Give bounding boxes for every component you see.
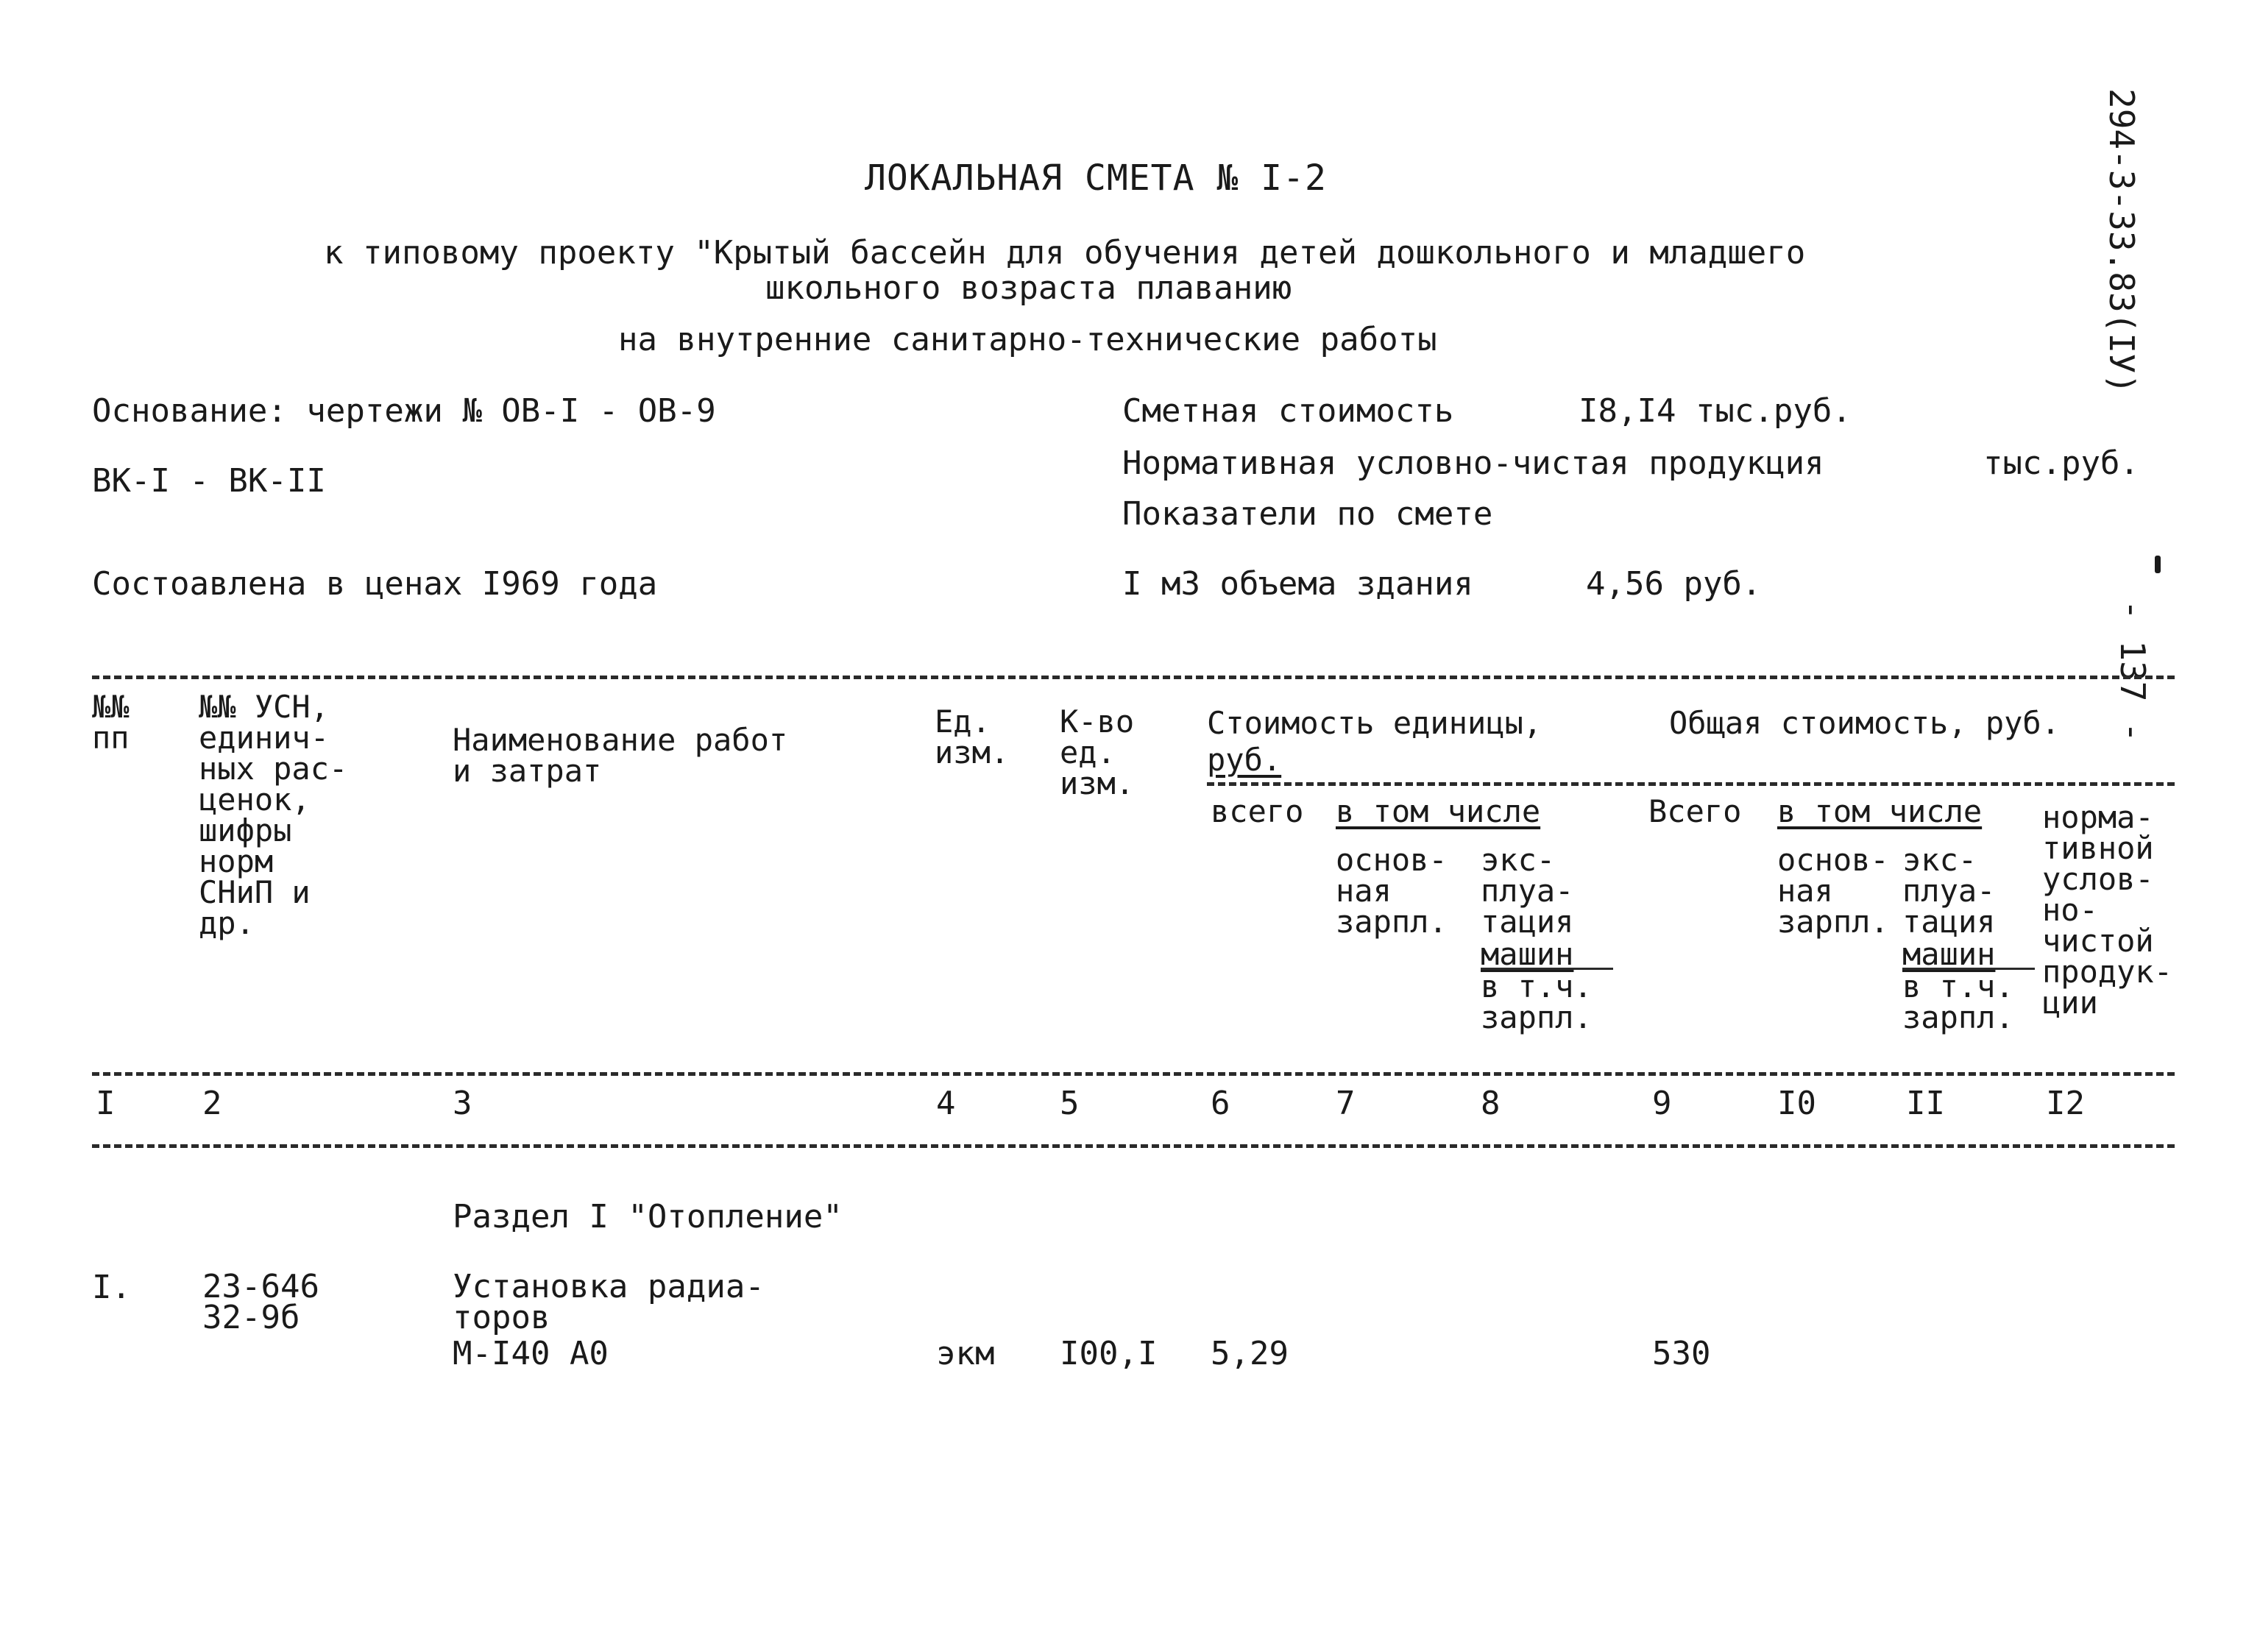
row-total-cost: 530 <box>1652 1335 1711 1372</box>
estimated-cost-value: I8,I4 тыс.руб. <box>1579 392 1852 430</box>
column-number: 3 <box>453 1085 472 1122</box>
indicators-label: Показатели по смете <box>1122 495 1493 533</box>
row-work-subname: М-I40 А0 <box>453 1335 609 1372</box>
column-number: II <box>1906 1085 1945 1122</box>
column-number: I2 <box>2046 1085 2085 1122</box>
machines-underline-a <box>1481 968 1613 970</box>
document-code-vertical: 294-3-33.83(IУ) <box>2102 88 2142 394</box>
header-unit-total: всего <box>1211 793 1304 829</box>
column-number: I0 <box>1777 1085 1816 1122</box>
basis-drawings-vk: ВК-I - ВК-II <box>92 462 326 500</box>
header-unit-machines-word: машин <box>1481 936 1574 972</box>
row-unit: экм <box>936 1335 995 1372</box>
building-volume-label: I м3 объема здания <box>1122 565 1473 603</box>
header-unit-cost: Стоимость единицы, <box>1207 705 1542 741</box>
margin-mark <box>2155 556 2161 573</box>
row-unit-cost: 5,29 <box>1211 1335 1289 1372</box>
row-quantity: I00,I <box>1060 1335 1158 1372</box>
header-unit: Ед. изм. <box>935 703 1010 770</box>
header-total-all: Всего <box>1648 793 1742 829</box>
estimated-cost-label: Сметная стоимость <box>1122 392 1454 430</box>
column-number: 2 <box>202 1085 222 1122</box>
row-number: I. <box>92 1269 131 1306</box>
header-unit-machines: экс- плуа- тация <box>1481 842 1574 940</box>
column-number: I <box>96 1085 116 1122</box>
column-number: 6 <box>1211 1085 1230 1122</box>
column-numbers-rule <box>92 1144 2175 1148</box>
header-total-cost: Общая стоимость, руб. <box>1669 705 2061 741</box>
column-number: 9 <box>1652 1085 1672 1122</box>
page-number: - 137 - <box>2113 600 2153 742</box>
header-total-wages: основ- ная зарпл. <box>1777 842 1889 940</box>
header-total-machines: экс- плуа- тация <box>1902 842 1996 940</box>
work-type: на внутренние санитарно-технические работы <box>618 321 1437 358</box>
basis-drawings: Основание: чертежи № ОВ-I - ОВ-9 <box>92 392 716 430</box>
header-work-name: Наименование работ и затрат <box>453 722 788 789</box>
header-unit-incl: в том числе <box>1336 793 1541 829</box>
price-level: Состоавлена в ценах I969 года <box>92 565 658 603</box>
header-norm-code: №№ УСН, единич- ных рас- ценок, шифры норм СНиП и др. <box>199 689 348 941</box>
project-name-line1: к типовому проекту "Крытый бассейн для обучения детей дошкольного и младшего <box>324 234 1806 272</box>
header-row-number: №№ пп <box>92 689 130 756</box>
column-number: 8 <box>1481 1085 1501 1122</box>
table-top-rule <box>92 676 2175 679</box>
document-title: ЛОКАЛЬНАЯ СМЕТА № I-2 <box>865 157 1327 199</box>
header-normative-output: норма- тивной услов- но- чистой продук- ции <box>2042 799 2173 1021</box>
header-unit-machines-wages: в т.ч. зарпл. <box>1481 968 1593 1035</box>
row-work-name: Установка радиа- торов <box>453 1268 765 1336</box>
machines-underline-b <box>1902 968 2035 970</box>
header-quantity: К-во ед. изм. <box>1060 703 1135 801</box>
row-norm-code: 23-646 32-9б <box>202 1268 319 1336</box>
normative-output-value: тыс.руб. <box>1983 444 2139 482</box>
normative-output-label: Нормативная условно-чистая продукция <box>1122 444 1824 482</box>
project-name-line2: школьного возраста плаванию <box>765 269 1292 307</box>
cost-subheader-rule <box>1207 782 2175 786</box>
header-unit-cost-rub: руб. <box>1207 742 1282 778</box>
header-total-machines-word: машин <box>1902 936 1996 972</box>
column-number: 5 <box>1060 1085 1080 1122</box>
header-bottom-rule <box>92 1072 2175 1076</box>
header-total-machines-wages: в т.ч. зарпл. <box>1902 968 2014 1035</box>
column-number: 4 <box>936 1085 956 1122</box>
section-heading: Раздел I "Отопление" <box>453 1198 843 1236</box>
column-number: 7 <box>1336 1085 1356 1122</box>
header-total-incl: в том числе <box>1777 793 1983 829</box>
header-unit-wages: основ- ная зарпл. <box>1336 842 1448 940</box>
building-volume-value: 4,56 руб. <box>1586 565 1762 603</box>
